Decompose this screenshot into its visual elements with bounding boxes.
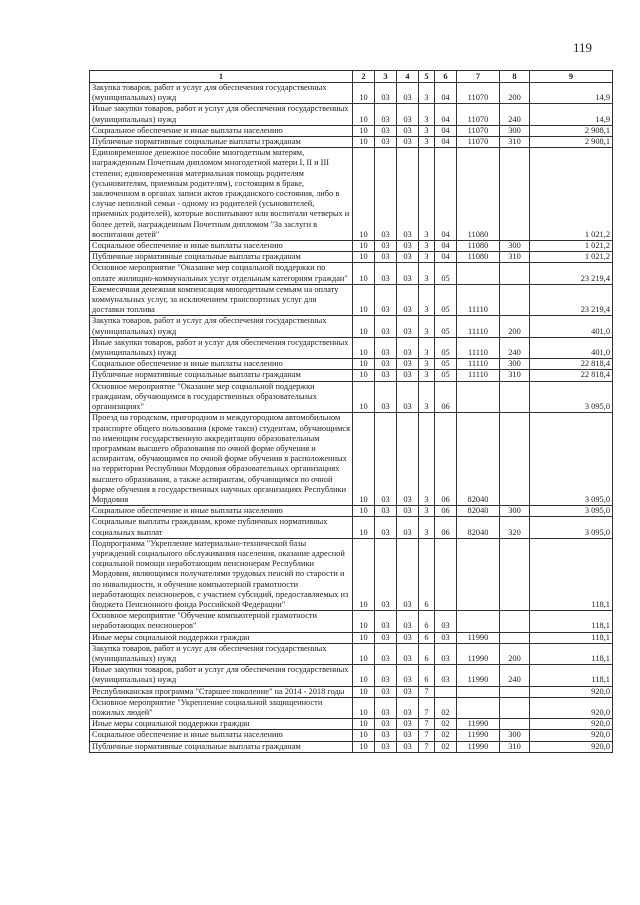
razdel-cell: 10 (353, 413, 375, 506)
amount-cell: 920,0 (530, 697, 613, 718)
expense-code-cell: 11070 (457, 137, 500, 148)
row-name-cell: Республиканская программа "Старшее поколение" на 2014 - 2018 годы (90, 686, 353, 697)
amount-cell: 920,0 (530, 719, 613, 730)
expense-code-cell (457, 686, 500, 697)
subprogram-cell: 3 (419, 284, 435, 316)
podrazdel-cell: 03 (375, 370, 397, 381)
podrazdel-cell: 03 (375, 137, 397, 148)
subprogram-cell: 3 (419, 263, 435, 284)
table-row (90, 137, 613, 148)
razdel-cell: 10 (353, 632, 375, 643)
podrazdel-cell: 03 (375, 730, 397, 741)
program-cell: 03 (397, 632, 419, 643)
podrazdel-cell: 03 (375, 284, 397, 316)
razdel-cell: 10 (353, 104, 375, 125)
program-cell: 03 (397, 284, 419, 316)
subprogram-cell: 3 (419, 104, 435, 125)
expense-type-cell: 240 (500, 337, 530, 358)
table-row (90, 611, 613, 632)
header-cell: 9 (530, 71, 613, 83)
expense-type-cell (500, 538, 530, 610)
expense-type-cell: 300 (500, 359, 530, 370)
row-name-cell: Социальное обеспечение и иные выплаты населению (90, 125, 353, 136)
row-name-cell: Иные закупки товаров, работ и услуг для обеспечения государственных (муниципальных) нужд (90, 665, 353, 686)
event-cell: 04 (435, 83, 457, 104)
expense-code-cell: 11990 (457, 643, 500, 664)
expense-code-cell: 11070 (457, 83, 500, 104)
expense-code-cell: 11990 (457, 719, 500, 730)
row-name-cell: Иные меры социальной поддержки граждан (90, 632, 353, 643)
razdel-cell: 10 (353, 337, 375, 358)
expense-code-cell: 11110 (457, 337, 500, 358)
expense-code-cell: 11110 (457, 284, 500, 316)
event-cell: 05 (435, 316, 457, 337)
subprogram-cell: 6 (419, 611, 435, 632)
subprogram-cell: 3 (419, 381, 435, 413)
expense-code-cell: 11110 (457, 359, 500, 370)
table-row (90, 538, 613, 610)
razdel-cell: 10 (353, 125, 375, 136)
podrazdel-cell: 03 (375, 632, 397, 643)
header-cell: 7 (457, 71, 500, 83)
row-name-cell: Социальное обеспечение и иные выплаты населению (90, 241, 353, 252)
razdel-cell: 10 (353, 730, 375, 741)
razdel-cell: 10 (353, 83, 375, 104)
razdel-cell: 10 (353, 148, 375, 241)
row-name-cell: Иные закупки товаров, работ и услуг для обеспечения государственных (муниципальных) нужд (90, 104, 353, 125)
program-cell: 03 (397, 148, 419, 241)
podrazdel-cell: 03 (375, 719, 397, 730)
table-row (90, 686, 613, 697)
amount-cell: 22 818,4 (530, 359, 613, 370)
podrazdel-cell: 03 (375, 316, 397, 337)
expense-code-cell: 82040 (457, 517, 500, 538)
row-name-cell: Подпрограмма "Укрепление материально-технической базы учреждений социального обслуживания населения, оказание адресной социальной помощи неработающим пенсионерам Республики Мордовия, являющимся получателями трудовых пенсий по старости и по инвалидности, и обучение компьютерной грамотности неработающих пенсионеров, с участием субсидий, предоставляемых из бюджета Пенсионного фонда Российской Федерации" (90, 538, 353, 610)
table-row (90, 125, 613, 136)
event-cell: 06 (435, 413, 457, 506)
table-row (90, 252, 613, 263)
expense-type-cell (500, 719, 530, 730)
expense-code-cell: 11080 (457, 252, 500, 263)
program-cell: 03 (397, 643, 419, 664)
podrazdel-cell: 03 (375, 381, 397, 413)
event-cell: 05 (435, 263, 457, 284)
header-cell: 4 (397, 71, 419, 83)
event-cell: 04 (435, 104, 457, 125)
program-cell: 03 (397, 665, 419, 686)
event-cell: 05 (435, 284, 457, 316)
amount-cell: 920,0 (530, 741, 613, 752)
table-row (90, 359, 613, 370)
event-cell: 04 (435, 241, 457, 252)
program-cell: 03 (397, 741, 419, 752)
expense-code-cell: 82040 (457, 413, 500, 506)
page-number: 119 (573, 40, 593, 55)
razdel-cell: 10 (353, 284, 375, 316)
table-row (90, 719, 613, 730)
expense-code-cell: 11070 (457, 104, 500, 125)
expense-code-cell: 11110 (457, 370, 500, 381)
expense-type-cell (500, 263, 530, 284)
razdel-cell: 10 (353, 252, 375, 263)
table-row (90, 381, 613, 413)
row-name-cell: Проезд на городском, пригородном и междугородном автомобильном транспорте общего пользования (кроме такси) студентам, обучающимся по имеющим государственную аккредитацию образовательным программам высшего образования по очной форме обучения и аспирантам, обучающимся по очной форме обучения в расположенных на территории Республики Мордовия образовательных организациях высшего образования, а также аспирантам, обучающимся по очной форме обучения в государственных научных организациях Республики Мордовия (90, 413, 353, 506)
expense-code-cell: 11990 (457, 741, 500, 752)
event-cell: 04 (435, 137, 457, 148)
amount-cell: 1 021,2 (530, 241, 613, 252)
event-cell: 05 (435, 370, 457, 381)
event-cell: 06 (435, 517, 457, 538)
amount-cell: 3 095,0 (530, 413, 613, 506)
table-row (90, 284, 613, 316)
event-cell: 05 (435, 337, 457, 358)
subprogram-cell: 7 (419, 697, 435, 718)
subprogram-cell: 3 (419, 241, 435, 252)
amount-cell: 3 095,0 (530, 381, 613, 413)
podrazdel-cell: 03 (375, 337, 397, 358)
amount-cell: 22 818,4 (530, 370, 613, 381)
expense-code-cell (457, 697, 500, 718)
podrazdel-cell: 03 (375, 83, 397, 104)
podrazdel-cell: 03 (375, 148, 397, 241)
event-cell: 02 (435, 719, 457, 730)
program-cell: 03 (397, 611, 419, 632)
expense-type-cell: 240 (500, 665, 530, 686)
row-name-cell: Основное мероприятие "Оказание мер социальной поддержки гражданам, обучающимся в государственных образовательных организациях" (90, 381, 353, 413)
amount-cell: 2 908,1 (530, 125, 613, 136)
program-cell: 03 (397, 316, 419, 337)
podrazdel-cell: 03 (375, 241, 397, 252)
table-row (90, 741, 613, 752)
podrazdel-cell: 03 (375, 359, 397, 370)
table-row (90, 337, 613, 358)
expense-code-cell (457, 611, 500, 632)
table-row (90, 643, 613, 664)
event-cell: 02 (435, 697, 457, 718)
amount-cell: 920,0 (530, 686, 613, 697)
expense-type-cell: 310 (500, 252, 530, 263)
header-cell: 2 (353, 71, 375, 83)
amount-cell: 401,0 (530, 337, 613, 358)
razdel-cell: 10 (353, 686, 375, 697)
row-name-cell: Социальные выплаты гражданам, кроме публичных нормативных социальных выплат (90, 517, 353, 538)
row-name-cell: Иные закупки товаров, работ и услуг для обеспечения государственных (муниципальных) нужд (90, 337, 353, 358)
row-name-cell: Публичные нормативные социальные выплаты гражданам (90, 137, 353, 148)
table-body (90, 83, 613, 753)
program-cell: 03 (397, 252, 419, 263)
expense-type-cell (500, 381, 530, 413)
subprogram-cell: 3 (419, 316, 435, 337)
razdel-cell: 10 (353, 517, 375, 538)
amount-cell: 2 908,1 (530, 137, 613, 148)
expense-code-cell: 11070 (457, 125, 500, 136)
program-cell: 03 (397, 83, 419, 104)
amount-cell: 118,1 (530, 632, 613, 643)
row-name-cell: Основное мероприятие "Укрепление социальной защищенности пожилых людей" (90, 697, 353, 718)
program-cell: 03 (397, 719, 419, 730)
program-cell: 03 (397, 137, 419, 148)
amount-cell: 14,9 (530, 104, 613, 125)
program-cell: 03 (397, 381, 419, 413)
subprogram-cell: 3 (419, 83, 435, 104)
podrazdel-cell: 03 (375, 506, 397, 517)
expense-code-cell (457, 538, 500, 610)
program-cell: 03 (397, 125, 419, 136)
row-name-cell: Социальное обеспечение и иные выплаты населению (90, 506, 353, 517)
amount-cell: 1 021,2 (530, 148, 613, 241)
event-cell: 03 (435, 611, 457, 632)
subprogram-cell: 3 (419, 252, 435, 263)
expense-code-cell: 82040 (457, 506, 500, 517)
subprogram-cell: 3 (419, 337, 435, 358)
subprogram-cell: 6 (419, 538, 435, 610)
podrazdel-cell: 03 (375, 697, 397, 718)
row-name-cell: Публичные нормативные социальные выплаты гражданам (90, 252, 353, 263)
subprogram-cell: 7 (419, 741, 435, 752)
amount-cell: 920,0 (530, 730, 613, 741)
amount-cell: 3 095,0 (530, 506, 613, 517)
event-cell (435, 686, 457, 697)
expense-type-cell (500, 611, 530, 632)
amount-cell: 1 021,2 (530, 252, 613, 263)
expense-type-cell (500, 686, 530, 697)
row-name-cell: Закупка товаров, работ и услуг для обеспечения государственных (муниципальных) нужд (90, 83, 353, 104)
table-row (90, 370, 613, 381)
podrazdel-cell: 03 (375, 252, 397, 263)
header-cell: 6 (435, 71, 457, 83)
expense-type-cell: 320 (500, 517, 530, 538)
podrazdel-cell: 03 (375, 643, 397, 664)
header-cell: 1 (90, 71, 353, 83)
podrazdel-cell: 03 (375, 104, 397, 125)
amount-cell: 118,1 (530, 665, 613, 686)
table-row (90, 104, 613, 125)
row-name-cell: Закупка товаров, работ и услуг для обеспечения государственных (муниципальных) нужд (90, 643, 353, 664)
podrazdel-cell: 03 (375, 741, 397, 752)
row-name-cell: Социальное обеспечение и иные выплаты населению (90, 730, 353, 741)
expense-type-cell: 300 (500, 125, 530, 136)
expense-code-cell (457, 381, 500, 413)
event-cell: 02 (435, 730, 457, 741)
razdel-cell: 10 (353, 611, 375, 632)
amount-cell: 23 219,4 (530, 263, 613, 284)
row-name-cell: Основное мероприятие "Оказание мер социальной поддержки по оплате жилищно-коммунальных услуг отдельным категориям граждан" (90, 263, 353, 284)
razdel-cell: 10 (353, 506, 375, 517)
row-name-cell: Иные меры социальной поддержки граждан (90, 719, 353, 730)
subprogram-cell: 7 (419, 730, 435, 741)
expense-type-cell: 200 (500, 83, 530, 104)
table-row (90, 83, 613, 104)
table-row (90, 316, 613, 337)
expense-type-cell: 200 (500, 316, 530, 337)
event-cell: 06 (435, 506, 457, 517)
program-cell: 03 (397, 263, 419, 284)
event-cell: 05 (435, 359, 457, 370)
podrazdel-cell: 03 (375, 611, 397, 632)
event-cell: 02 (435, 741, 457, 752)
amount-cell: 23 219,4 (530, 284, 613, 316)
table-row (90, 413, 613, 506)
subprogram-cell: 3 (419, 137, 435, 148)
event-cell: 06 (435, 381, 457, 413)
subprogram-cell: 3 (419, 370, 435, 381)
podrazdel-cell: 03 (375, 665, 397, 686)
table-row (90, 241, 613, 252)
table-row (90, 665, 613, 686)
row-name-cell: Основное мероприятие "Обучение компьютерной грамотности неработающих пенсионеров" (90, 611, 353, 632)
razdel-cell: 10 (353, 241, 375, 252)
row-name-cell: Единовременное денежное пособие многодетным матерям, награжденным Почетным дипломом многодетной матери I, II и III степени; единовременная материальная помощь родителям (усыновителям, приемным родителям), состоящим в браке, заключенном в органах записи актов гражданского состояния, либо в случае неполной семьи - одному из родителей (усыновителей, приемных родителей), которые воспитывают или воспитали четверых и более детей, награжденным Почетным дипломом "За заслуги в воспитании детей" (90, 148, 353, 241)
expense-type-cell (500, 413, 530, 506)
program-cell: 03 (397, 730, 419, 741)
podrazdel-cell: 03 (375, 413, 397, 506)
row-name-cell: Публичные нормативные социальные выплаты гражданам (90, 370, 353, 381)
subprogram-cell: 3 (419, 359, 435, 370)
expense-type-cell: 300 (500, 241, 530, 252)
expense-code-cell (457, 263, 500, 284)
row-name-cell: Публичные нормативные социальные выплаты гражданам (90, 741, 353, 752)
razdel-cell: 10 (353, 316, 375, 337)
razdel-cell: 10 (353, 741, 375, 752)
expense-code-cell: 11110 (457, 316, 500, 337)
program-cell: 03 (397, 359, 419, 370)
event-cell: 04 (435, 148, 457, 241)
expense-type-cell (500, 632, 530, 643)
razdel-cell: 10 (353, 643, 375, 664)
expense-code-cell: 11990 (457, 730, 500, 741)
subprogram-cell: 6 (419, 643, 435, 664)
table-row (90, 506, 613, 517)
expense-type-cell: 240 (500, 104, 530, 125)
program-cell: 03 (397, 370, 419, 381)
expense-code-cell: 11080 (457, 241, 500, 252)
razdel-cell: 10 (353, 381, 375, 413)
event-cell: 04 (435, 252, 457, 263)
amount-cell: 118,1 (530, 611, 613, 632)
program-cell: 03 (397, 538, 419, 610)
subprogram-cell: 3 (419, 517, 435, 538)
amount-cell: 14,9 (530, 83, 613, 104)
razdel-cell: 10 (353, 137, 375, 148)
subprogram-cell: 7 (419, 719, 435, 730)
table-header-row (90, 71, 613, 83)
expense-type-cell (500, 697, 530, 718)
amount-cell: 118,1 (530, 538, 613, 610)
razdel-cell: 10 (353, 538, 375, 610)
budget-table (89, 70, 613, 753)
event-cell: 03 (435, 665, 457, 686)
event-cell: 04 (435, 125, 457, 136)
row-name-cell: Ежемесячная денежная компенсация многодетным семьям на оплату коммунальных услуг, за исключением транспортных услуг для доставки топлива (90, 284, 353, 316)
expense-code-cell: 11990 (457, 632, 500, 643)
subprogram-cell: 3 (419, 148, 435, 241)
subprogram-cell: 6 (419, 632, 435, 643)
razdel-cell: 10 (353, 697, 375, 718)
table-row (90, 697, 613, 718)
razdel-cell: 10 (353, 719, 375, 730)
expense-type-cell: 300 (500, 730, 530, 741)
razdel-cell: 10 (353, 263, 375, 284)
expense-type-cell (500, 284, 530, 316)
table-row (90, 632, 613, 643)
expense-type-cell: 300 (500, 506, 530, 517)
header-cell: 8 (500, 71, 530, 83)
row-name-cell: Социальное обеспечение и иные выплаты населению (90, 359, 353, 370)
subprogram-cell: 6 (419, 665, 435, 686)
amount-cell: 401,0 (530, 316, 613, 337)
program-cell: 03 (397, 413, 419, 506)
amount-cell: 3 095,0 (530, 517, 613, 538)
podrazdel-cell: 03 (375, 125, 397, 136)
expense-type-cell: 310 (500, 741, 530, 752)
header-cell: 3 (375, 71, 397, 83)
expense-code-cell: 11990 (457, 665, 500, 686)
razdel-cell: 10 (353, 359, 375, 370)
program-cell: 03 (397, 517, 419, 538)
amount-cell: 118,1 (530, 643, 613, 664)
table-row (90, 263, 613, 284)
event-cell: 03 (435, 632, 457, 643)
podrazdel-cell: 03 (375, 686, 397, 697)
podrazdel-cell: 03 (375, 263, 397, 284)
program-cell: 03 (397, 697, 419, 718)
event-cell (435, 538, 457, 610)
program-cell: 03 (397, 337, 419, 358)
subprogram-cell: 3 (419, 506, 435, 517)
razdel-cell: 10 (353, 665, 375, 686)
header-cell: 5 (419, 71, 435, 83)
table-row (90, 148, 613, 241)
subprogram-cell: 7 (419, 686, 435, 697)
program-cell: 03 (397, 506, 419, 517)
program-cell: 03 (397, 104, 419, 125)
row-name-cell: Закупка товаров, работ и услуг для обеспечения государственных (муниципальных) нужд (90, 316, 353, 337)
table-row (90, 517, 613, 538)
podrazdel-cell: 03 (375, 517, 397, 538)
program-cell: 03 (397, 686, 419, 697)
subprogram-cell: 3 (419, 413, 435, 506)
event-cell: 03 (435, 643, 457, 664)
expense-type-cell (500, 148, 530, 241)
expense-type-cell: 200 (500, 643, 530, 664)
expense-type-cell: 310 (500, 370, 530, 381)
program-cell: 03 (397, 241, 419, 252)
expense-type-cell: 310 (500, 137, 530, 148)
subprogram-cell: 3 (419, 125, 435, 136)
expense-code-cell: 11080 (457, 148, 500, 241)
podrazdel-cell: 03 (375, 538, 397, 610)
table-row (90, 730, 613, 741)
razdel-cell: 10 (353, 370, 375, 381)
